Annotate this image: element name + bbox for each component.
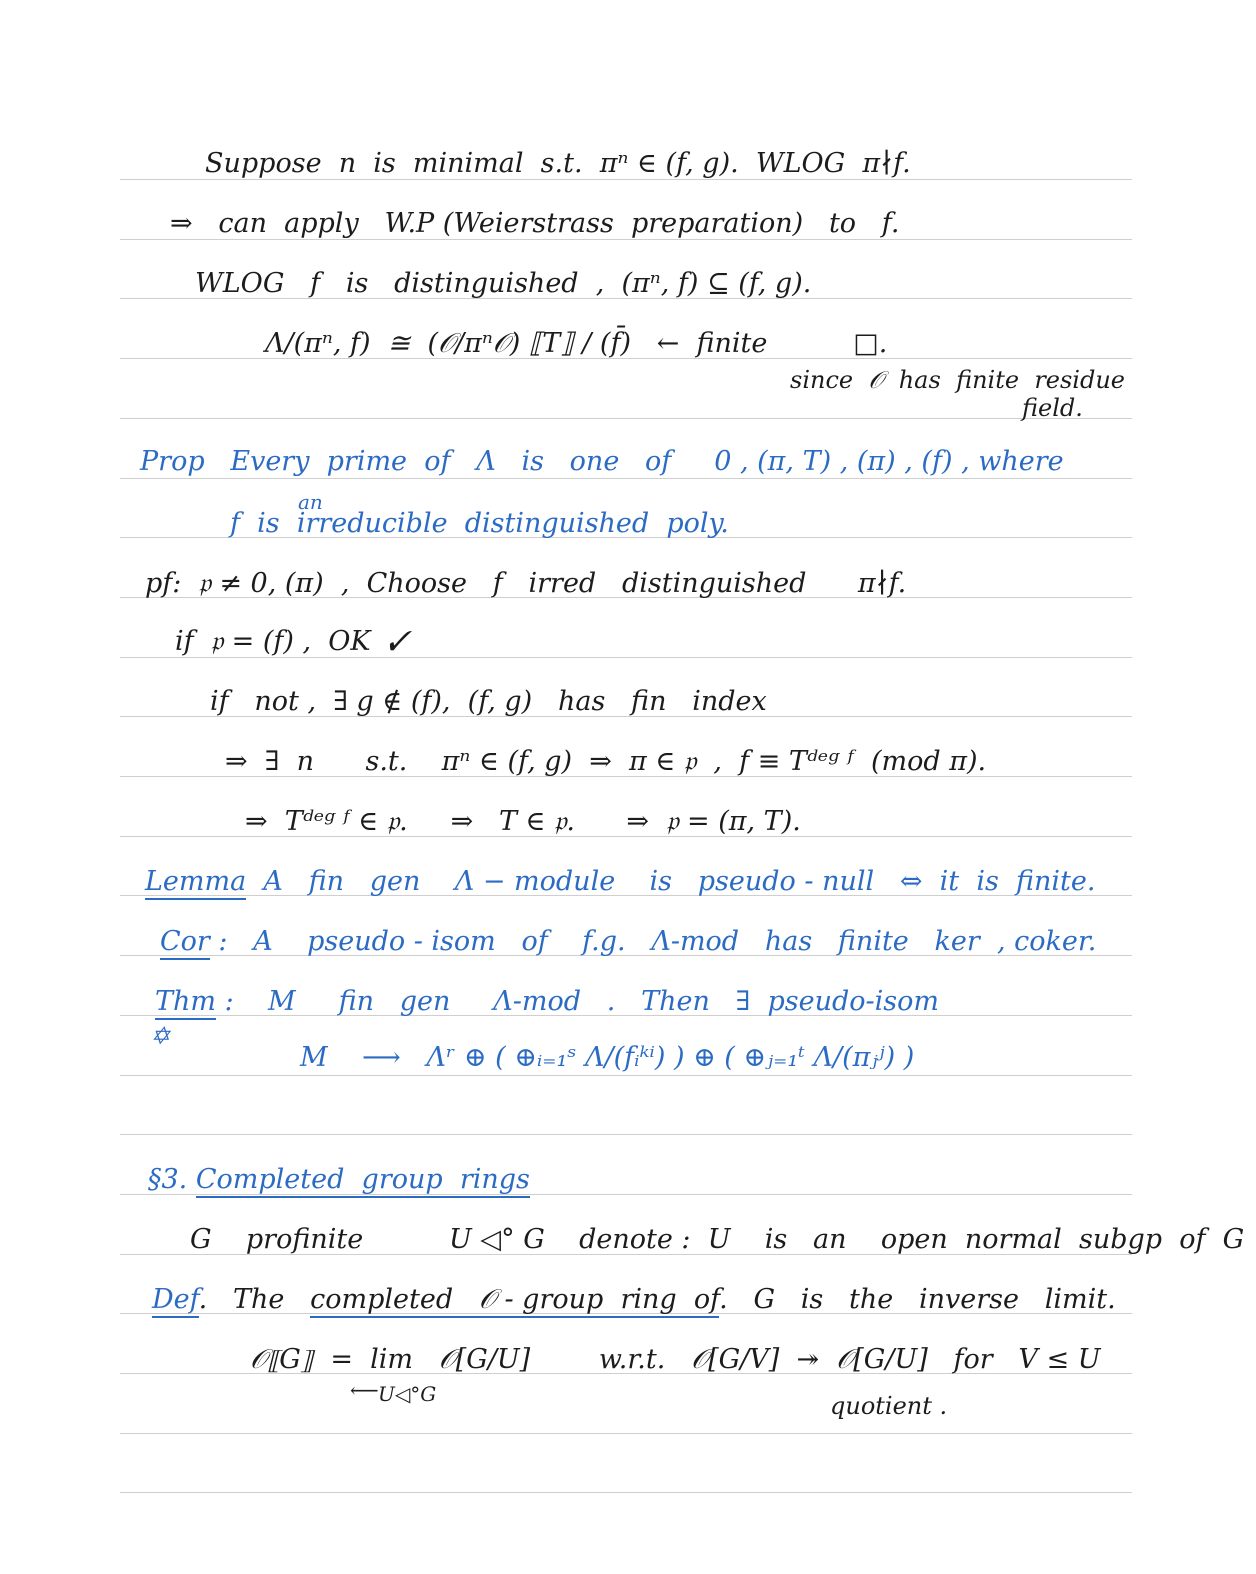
text-line: since 𝒪 has finite residue <box>790 366 1126 394</box>
star-mark: ✡ <box>150 1022 171 1050</box>
ruled-line <box>120 1075 1132 1076</box>
def-term: completed 𝒪 - group ring of <box>310 1284 719 1318</box>
def-label: Def <box>152 1284 199 1318</box>
text-line: Suppose n is minimal s.t. πⁿ ∈ (f, g). WLOG π∤f. <box>205 148 911 179</box>
thm-text: : M fin gen Λ-mod . Then ∃ pseudo-isom <box>216 986 939 1017</box>
ruled-line <box>120 1433 1132 1434</box>
thm-formula: M ⟶ Λʳ ⊕ ( ⊕ᵢ₌₁ˢ Λ/(fᵢᵏⁱ) ) ⊕ ( ⊕ⱼ₌₁ᵗ Λ/(πⱼʲ) ) <box>300 1042 915 1073</box>
def-text: . The <box>198 1284 311 1315</box>
limit-subscript: U◁°G <box>378 1382 437 1406</box>
text-line: Λ/(πⁿ, f) ≅ (𝒪/πⁿ𝒪) ⟦T⟧ / (f̄) ← finite □. <box>265 328 888 359</box>
ruled-line <box>120 1492 1132 1493</box>
ruled-line <box>120 418 1132 419</box>
cor-label: Cor <box>160 926 210 960</box>
prop-statement: f is irreducible distinguished poly. <box>230 508 729 539</box>
text-line: ⇒ can apply W.P (Weierstrass preparation) to f. <box>170 208 900 239</box>
text-line: WLOG f is distinguished , (πⁿ, f) ⊆ (f, g). <box>195 268 812 299</box>
ruled-line <box>120 179 1132 180</box>
thm-line <box>155 988 939 1015</box>
prop-insert: an <box>298 490 323 514</box>
section-heading <box>148 1166 530 1193</box>
lemma-label: Lemma <box>145 866 246 900</box>
cor-line <box>160 928 1096 955</box>
proof-line: if 𝔭 = (f) , OK ✓ <box>175 626 409 657</box>
lemma-line <box>145 868 1095 895</box>
prop-statement: Prop Every prime of Λ is one of 0 , (π, T) , (π) , (f) , where <box>140 446 1064 477</box>
proof-line: ⇒ ∃ n s.t. πⁿ ∈ (f, g) ⇒ π ∈ 𝔭 , f ≡ Tᵈᵉᵍ ᶠ (mod π). <box>225 746 987 777</box>
def-text: . G is the inverse limit. <box>719 1284 1116 1315</box>
text-line: 𝒪⟦G⟧ = lim 𝒪[G/U] w.r.t. 𝒪[G/V] ↠ 𝒪[G/U] for V ≤ U <box>250 1344 1101 1375</box>
cor-text: : A pseudo - isom of f.g. Λ-mod has finite ker , coker. <box>209 926 1097 957</box>
ruled-line <box>120 1134 1132 1135</box>
text-line: G profinite U ◁° G denote : U is an open normal subgp of G <box>190 1224 1245 1255</box>
text-line: field. <box>1022 394 1083 422</box>
lemma-text: A fin gen Λ − module is pseudo - null ⇔ it is finite. <box>246 866 1096 897</box>
proof-line: pf: 𝔭 ≠ 0, (π) , Choose f irred distinguished π∤f. <box>145 568 907 599</box>
limit-arrow: ⟵ <box>350 1378 379 1402</box>
ruled-line <box>120 478 1132 479</box>
def-line <box>152 1286 1116 1313</box>
proof-line: ⇒ Tᵈᵉᵍ ᶠ ∈ 𝔭. ⇒ T ∈ 𝔭. ⇒ 𝔭 = (π, T). <box>245 806 801 837</box>
proof-line: if not , ∃ g ∉ (f), (f, g) has fin index <box>210 686 767 717</box>
section-number: §3. <box>148 1164 188 1195</box>
quotient-note: quotient . <box>830 1392 948 1420</box>
thm-label: Thm <box>155 986 216 1020</box>
section-title: Completed group rings <box>196 1164 530 1198</box>
